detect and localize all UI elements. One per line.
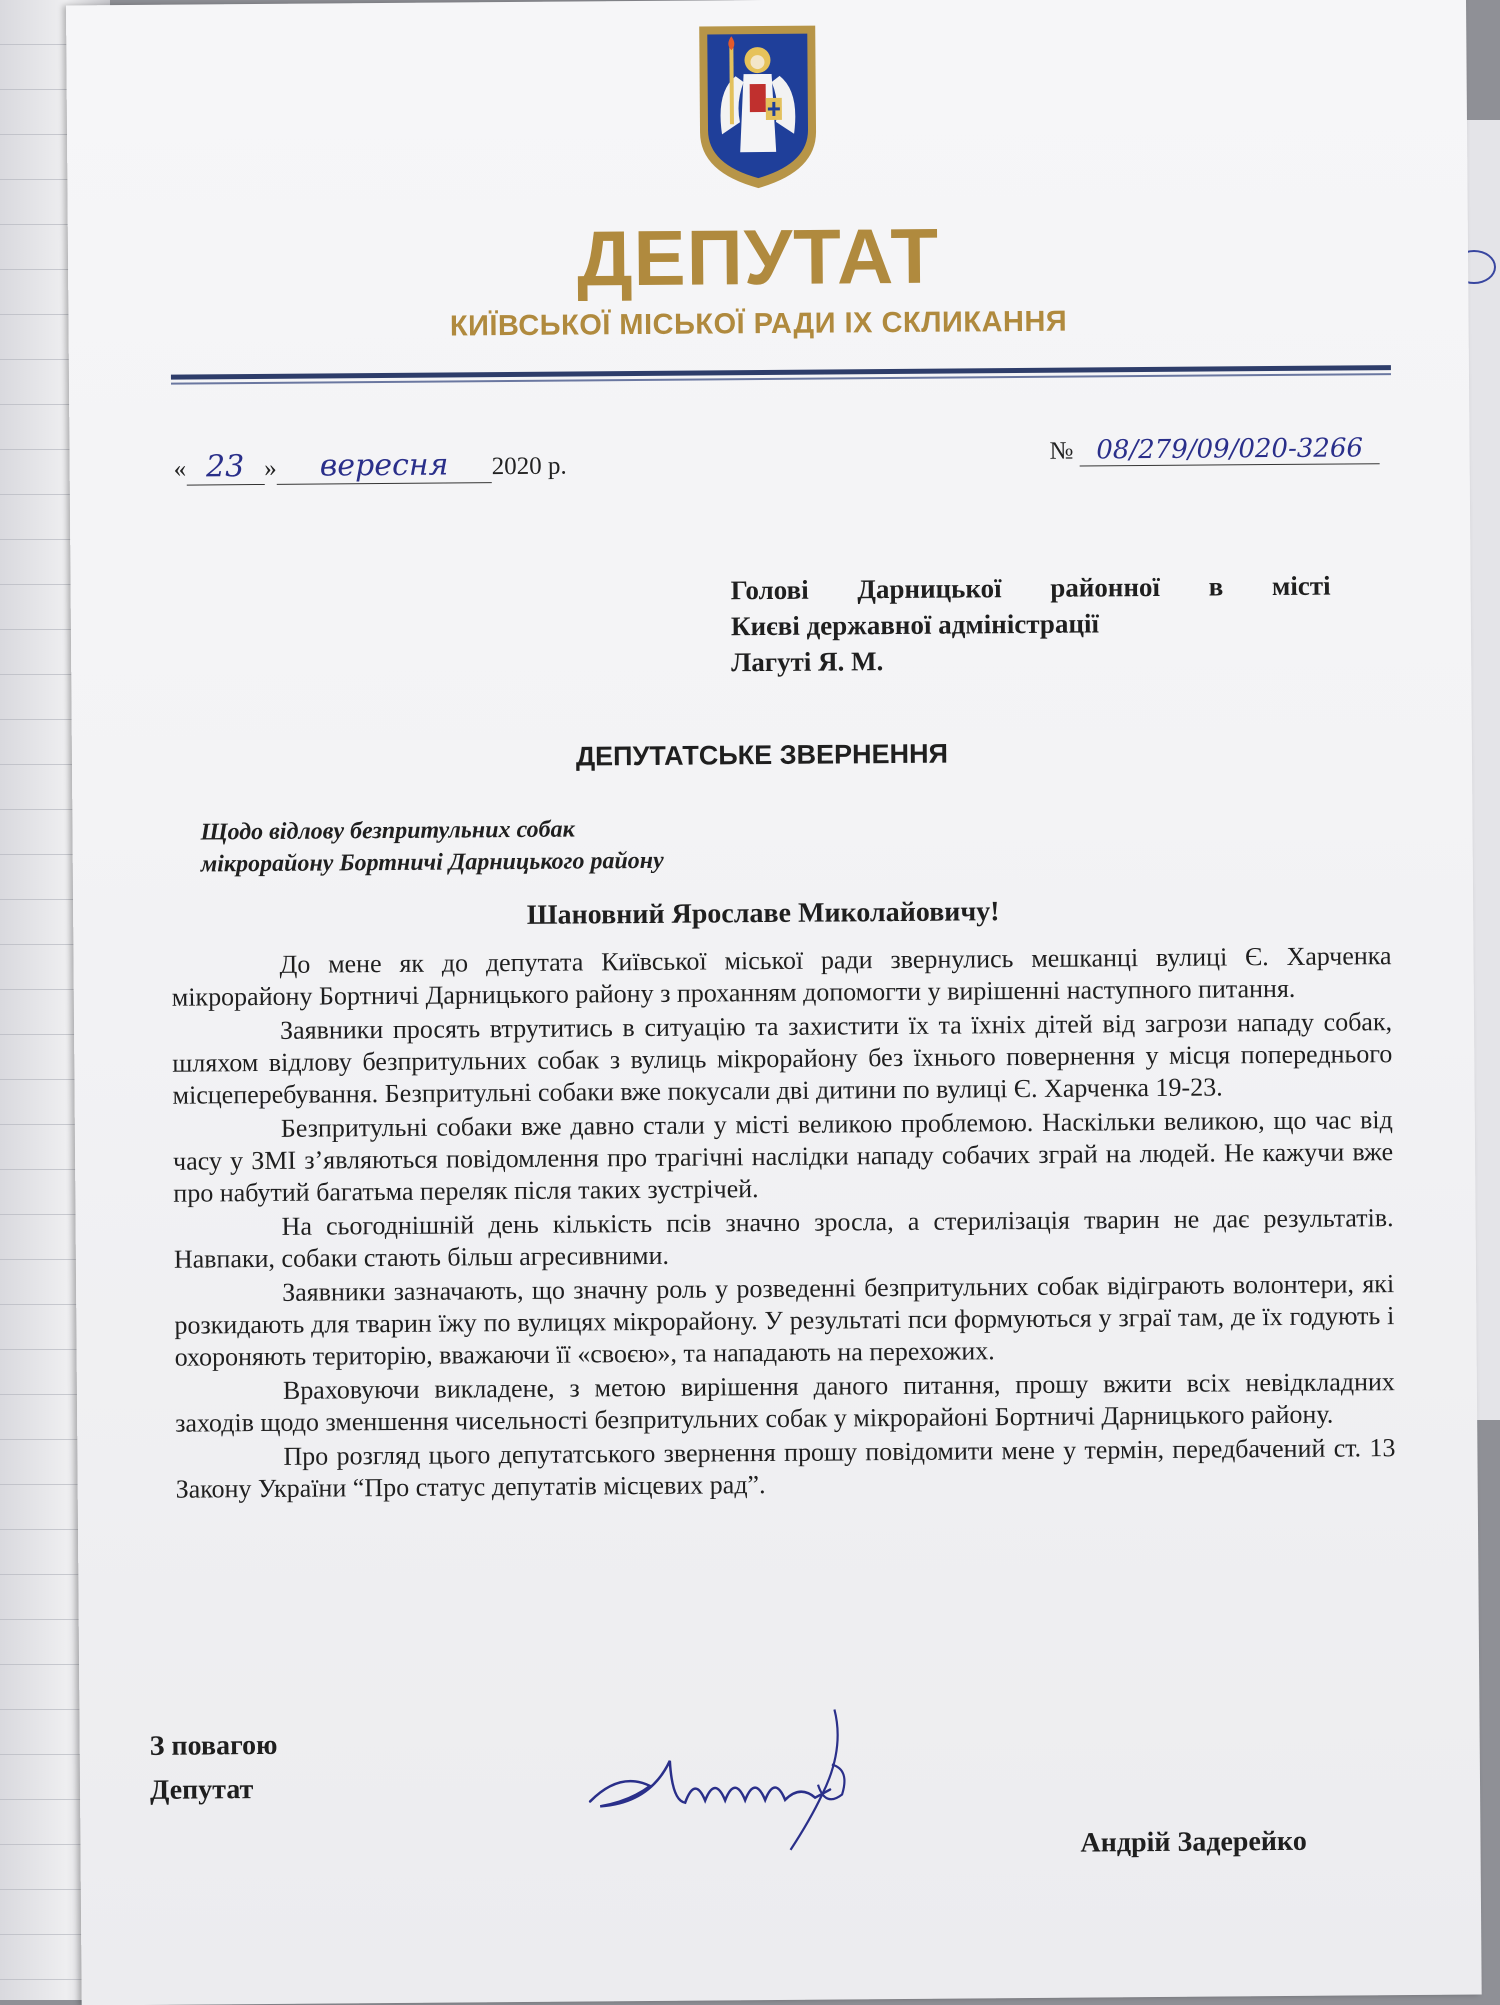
signer-name: Андрій Задерейко <box>1080 1825 1307 1859</box>
letterhead-subtitle: КИЇВСЬКОЇ МІСЬКОЇ РАДИ IX СКЛИКАННЯ <box>449 305 1068 343</box>
body-paragraph: Безпритульні собаки вже давно стали у місті великою проблемою. Наскільки великою, що час від часу у ЗМІ з’являються повідомлення про трагічні наслідки нападу собачих зграй на людей. Не кажучи вже про набутий багатьма переляк після таких зустрічей. <box>172 1105 1394 1208</box>
date-suffix: р. <box>547 452 567 480</box>
registration-line <box>1049 433 1379 467</box>
closing-line-2: Депутат <box>149 1774 254 1806</box>
addressee-line-1: Голові Дарницької районної в місті <box>730 570 1331 606</box>
addressee-line-2: Києві державної адміністрації <box>730 608 1100 642</box>
registration-label: № <box>1049 437 1074 465</box>
kyiv-coat-of-arms-icon <box>695 22 820 191</box>
body-paragraph: Враховуючи викладене, з метою вирішення даного питання, прошу вжити всіх невідкладних заходів щодо зменшення чисельності безпритульних собак у мікрорайоні Бортничі Дарницького району. <box>175 1367 1395 1438</box>
date-close-quote: » <box>264 454 277 482</box>
letterhead-title: ДЕПУТАТ <box>576 211 940 303</box>
letter-body <box>171 940 1395 1508</box>
letter-sheet <box>66 0 1482 2005</box>
subject-line-1: Щодо відлову безпритульних собак <box>200 816 575 846</box>
date-year: 2020 <box>491 452 542 481</box>
registration-number: 08/279/09/020-3266 <box>1096 433 1364 466</box>
addressee-line-3: Лагуті Я. М. <box>731 646 884 678</box>
date-line <box>174 447 567 486</box>
body-paragraph: На сьогоднішній день кількість псів значно зросла, а стерилізація тварин не дає результатів. Навпаки, собаки стають більш агресивними. <box>173 1203 1394 1274</box>
subject-block <box>200 813 663 881</box>
document-title: ДЕПУТАТСЬКЕ ЗВЕРНЕННЯ <box>575 738 949 772</box>
body-paragraph: Заявники зазначають, що значну роль у розведенні безпритульних собак відіграють волонтери, які розкидають для тварин їжу по вулицях мікрорайону. У результаті пси формуються у зграї там, де їх годують і охороняють територію, вважаючи її «своєю», та нападають на перехожих. <box>174 1269 1395 1372</box>
closing-line-1: З повагою <box>149 1729 278 1762</box>
date-day: 23 <box>205 449 245 485</box>
closing-block <box>150 1724 278 1813</box>
date-month: вересня <box>319 447 449 484</box>
body-paragraph: До мене як до депутата Київської міської ради звернулись мешканці вулиці Є. Харченка мікрорайону Бортничі Дарницького району з проханням допомогти у вирішенні наступного питання. <box>171 941 1392 1012</box>
body-paragraph: Про розгляд цього депутатського звернення прошу повідомити мене у термін, передбачений ст. 13 Закону України “Про статус депутатів місцевих рад”. <box>175 1433 1396 1504</box>
body-paragraph: Заявники просять втрутитись в ситуацію та захистити їх та їхніх дітей від загрози нападу собак, шляхом відлову безпритульних собак з вулиць мікрорайону без їхнього повернення у місця попереднього місцеперебування. Безпритульні собаки вже покусали дві дитини по вулиці Є. Харченка 19-23. <box>172 1007 1393 1110</box>
date-open-quote: « <box>173 455 187 483</box>
greeting: Шановний Ярославе Миколайовичу! <box>526 896 1000 931</box>
subject-line-2: мікрорайону Бортничі Дарницького району <box>200 847 664 878</box>
handwritten-signature <box>559 1689 900 1862</box>
addressee-block <box>730 568 1331 681</box>
